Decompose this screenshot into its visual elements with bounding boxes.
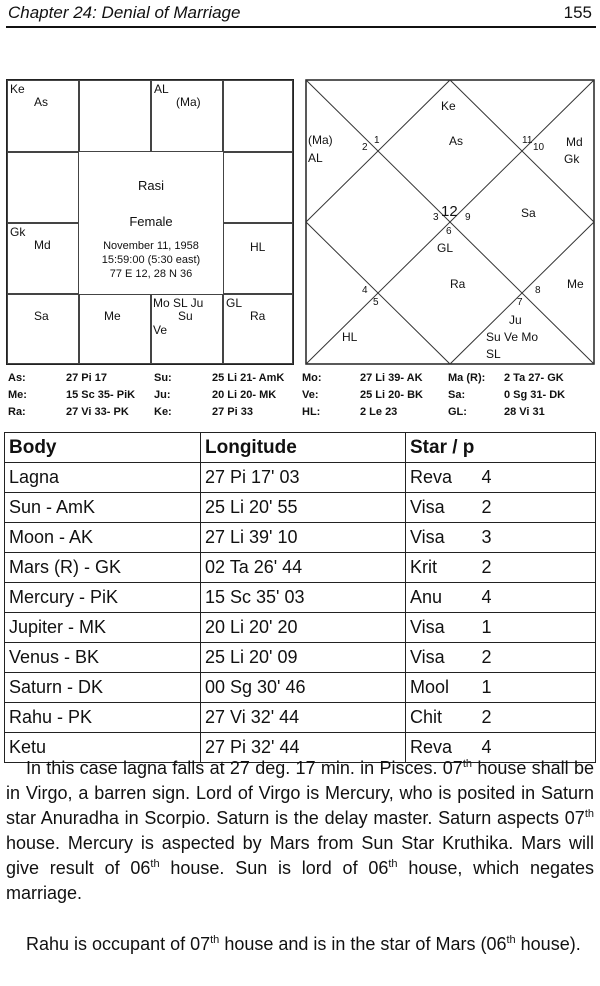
cell-pada: 1 — [478, 613, 596, 643]
nav-label: SL — [486, 347, 501, 361]
cell-longitude: 27 Pi 17' 03 — [201, 463, 406, 493]
chapter-title: Chapter 24: Denial of Marriage — [8, 3, 241, 22]
para-text: Rahu is occupant of 07 — [26, 934, 211, 954]
rasi-label: Sa — [34, 309, 49, 323]
cell-longitude: 25 Li 20' 09 — [201, 643, 406, 673]
nav-label: HL — [342, 330, 358, 344]
rasi-cell — [7, 80, 79, 152]
table-row — [5, 703, 596, 733]
planet-key: Ra: — [8, 406, 26, 418]
table-row — [5, 583, 596, 613]
cell-longitude: 02 Ta 26' 44 — [201, 553, 406, 583]
nav-label: Me — [567, 277, 584, 291]
nav-house-num: 10 — [533, 142, 545, 153]
nav-house-num: 11 — [522, 135, 533, 146]
nav-label: (Ma) — [308, 133, 333, 147]
rasi-cell — [223, 223, 293, 294]
planet-key: Ma (R): — [448, 372, 486, 384]
planet-key: GL: — [448, 406, 467, 418]
rasi-label: Ke — [10, 82, 25, 96]
cell-pada: 4 — [478, 583, 596, 613]
rasi-label: (Ma) — [176, 95, 201, 109]
nav-label: Ju — [509, 313, 522, 327]
navamsa-lines — [305, 79, 595, 365]
cell-star: Mool — [406, 673, 478, 703]
nav-label: Md — [566, 135, 583, 149]
rasi-label: HL — [250, 240, 266, 254]
planet-value: 15 Sc 35- PiK — [66, 389, 136, 401]
planet-key: Su: — [154, 372, 172, 384]
nav-label: Ke — [441, 99, 456, 113]
table-row — [5, 493, 596, 523]
col-header-star: Star / p — [406, 433, 596, 463]
rasi-cell — [7, 294, 79, 364]
rasi-cell — [223, 294, 293, 364]
cell-longitude: 20 Li 20' 20 — [201, 613, 406, 643]
cell-body: Saturn - DK — [5, 673, 201, 703]
nav-house-num: 1 — [374, 135, 380, 146]
planet-key: Ve: — [302, 389, 319, 401]
birth-time: 15:59:00 (5:30 east) — [101, 254, 201, 266]
planet-value: 27 Li 39- AK — [360, 372, 423, 384]
cell-body: Moon - AK — [5, 523, 201, 553]
table-header-row — [5, 433, 596, 463]
cell-star: Visa — [406, 613, 478, 643]
cell-pada: 2 — [478, 493, 596, 523]
rasi-label: Md — [34, 238, 51, 252]
planet-value: 25 Li 20- BK — [360, 389, 423, 401]
planet-key: Ju: — [154, 389, 171, 401]
rasi-cell — [7, 152, 79, 223]
cell-pada: 2 — [478, 703, 596, 733]
planet-value: 2 Ta 27- GK — [504, 372, 564, 384]
nav-label: Gk — [564, 152, 580, 166]
rasi-cell — [151, 294, 223, 364]
cell-star: Reva — [406, 463, 478, 493]
nav-label: Su Ve Mo — [486, 330, 539, 344]
table-row — [5, 523, 596, 553]
rasi-label: Su — [178, 309, 193, 323]
cell-body: Rahu - PK — [5, 703, 201, 733]
planet-value: 0 Sg 31- DK — [504, 389, 566, 401]
para-text: In this case lagna falls at 27 deg. 17 min. in Pisces. 07 — [26, 758, 463, 778]
planet-key: HL: — [302, 406, 321, 418]
planet-key: As: — [8, 372, 26, 384]
cell-longitude: 27 Li 39' 10 — [201, 523, 406, 553]
rasi-label: Ve — [153, 323, 168, 337]
superscript: th — [388, 858, 398, 870]
cell-body: Ketu — [5, 733, 201, 763]
table-row — [5, 673, 596, 703]
nav-house-num: 5 — [373, 297, 379, 308]
cell-longitude: 25 Li 20' 55 — [201, 493, 406, 523]
cell-star: Krit — [406, 553, 478, 583]
birth-place-coords: 77 E 12, 28 N 36 — [109, 268, 193, 280]
planet-value: 27 Pi 33 — [212, 406, 253, 418]
cell-pada: 4 — [478, 463, 596, 493]
rasi-label: AL — [154, 82, 169, 96]
superscript: th — [584, 808, 594, 820]
rasi-center — [79, 152, 223, 294]
nav-label: As — [449, 134, 464, 148]
rasi-label: Mo SL Ju — [153, 296, 204, 310]
rasi-cell — [79, 80, 151, 152]
rasi-cell — [151, 80, 223, 152]
cell-longitude: 15 Sc 35' 03 — [201, 583, 406, 613]
cell-pada: 2 — [478, 553, 596, 583]
nav-house-num: 7 — [517, 297, 523, 308]
page-number: 155 — [563, 3, 592, 22]
superscript: th — [210, 934, 220, 946]
paragraph-2 — [6, 932, 594, 957]
paragraph-1 — [6, 756, 594, 906]
para-text: house. Sun is lord of 06 — [159, 858, 389, 878]
rasi-label: Gk — [10, 225, 26, 239]
table-row — [5, 643, 596, 673]
rasi-chart — [6, 79, 294, 365]
cell-star: Chit — [406, 703, 478, 733]
cell-body: Mercury - PiK — [5, 583, 201, 613]
cell-star: Visa — [406, 523, 478, 553]
rasi-label: GL — [226, 296, 243, 310]
rasi-cell — [223, 152, 293, 223]
table-row — [5, 613, 596, 643]
superscript: th — [506, 934, 516, 946]
cell-pada: 2 — [478, 643, 596, 673]
navamsa-chart — [305, 79, 595, 365]
col-header-longitude: Longitude — [201, 433, 406, 463]
nav-label: Sa — [521, 206, 536, 220]
cell-longitude: 00 Sg 30' 46 — [201, 673, 406, 703]
birth-date: November 11, 1958 — [103, 240, 199, 252]
para-text: house). — [515, 934, 581, 954]
longitude-table — [4, 432, 596, 763]
rasi-cell — [7, 223, 79, 294]
cell-pada: 1 — [478, 673, 596, 703]
rasi-label: Ra — [250, 309, 266, 323]
nav-label: AL — [308, 151, 323, 165]
rasi-title: Rasi — [137, 178, 164, 193]
nav-house-num: 8 — [535, 285, 541, 296]
cell-pada: 4 — [478, 733, 596, 763]
planet-key: Mo: — [302, 372, 322, 384]
planet-value: 28 Vi 31 — [504, 406, 545, 418]
nav-house-num: 6 — [446, 226, 452, 237]
superscript: th — [150, 858, 160, 870]
nav-house-num: 9 — [465, 212, 471, 223]
cell-pada: 3 — [478, 523, 596, 553]
cell-star: Reva — [406, 733, 478, 763]
superscript: th — [462, 758, 473, 770]
para-text: house. Mercury is aspected by Mars from Sun Star Kruthika. Mars will give result of 06 — [6, 833, 594, 878]
rasi-label: As — [34, 95, 49, 109]
planet-key: Me: — [8, 389, 27, 401]
col-header-body: Body — [5, 433, 201, 463]
para-text: house, which negates marriage. — [6, 858, 595, 903]
table-row — [5, 463, 596, 493]
rasi-gender: Female — [129, 214, 173, 229]
planet-key: Sa: — [448, 389, 466, 401]
cell-body: Sun - AmK — [5, 493, 201, 523]
table-row — [5, 553, 596, 583]
nav-house-num: 12 — [441, 203, 458, 220]
planet-value: 27 Pi 17 — [66, 372, 107, 384]
para-text: house shall be in Virgo, a barren sign. Lord of Virgo is Mercury, who is posited in Saturn star Anuradha in Scorpio. Saturn is the delay master. Saturn aspects 07 — [6, 758, 594, 828]
cell-body: Mars (R) - GK — [5, 553, 201, 583]
rasi-cell — [223, 80, 293, 152]
cell-body: Lagna — [5, 463, 201, 493]
nav-label: Ra — [450, 277, 466, 291]
nav-house-num: 4 — [362, 285, 368, 296]
cell-longitude: 27 Pi 32' 44 — [201, 733, 406, 763]
planet-value: 25 Li 21- AmK — [212, 372, 285, 384]
cell-star: Visa — [406, 643, 478, 673]
rasi-label: Me — [104, 309, 121, 323]
planet-key: Ke: — [154, 406, 172, 418]
rasi-cell — [79, 294, 151, 364]
page-header — [6, 0, 596, 28]
nav-label: GL — [437, 241, 454, 255]
cell-longitude: 27 Vi 32' 44 — [201, 703, 406, 733]
cell-star: Anu — [406, 583, 478, 613]
planet-value: 20 Li 20- MK — [212, 389, 277, 401]
cell-star: Visa — [406, 493, 478, 523]
cell-body: Venus - BK — [5, 643, 201, 673]
para-text: house and is in the star of Mars (06 — [219, 934, 507, 954]
planet-value: 2 Le 23 — [360, 406, 398, 418]
planet-value: 27 Vi 33- PK — [66, 406, 129, 418]
nav-house-num: 3 — [433, 212, 439, 223]
cell-body: Jupiter - MK — [5, 613, 201, 643]
nav-house-num: 2 — [362, 142, 368, 153]
